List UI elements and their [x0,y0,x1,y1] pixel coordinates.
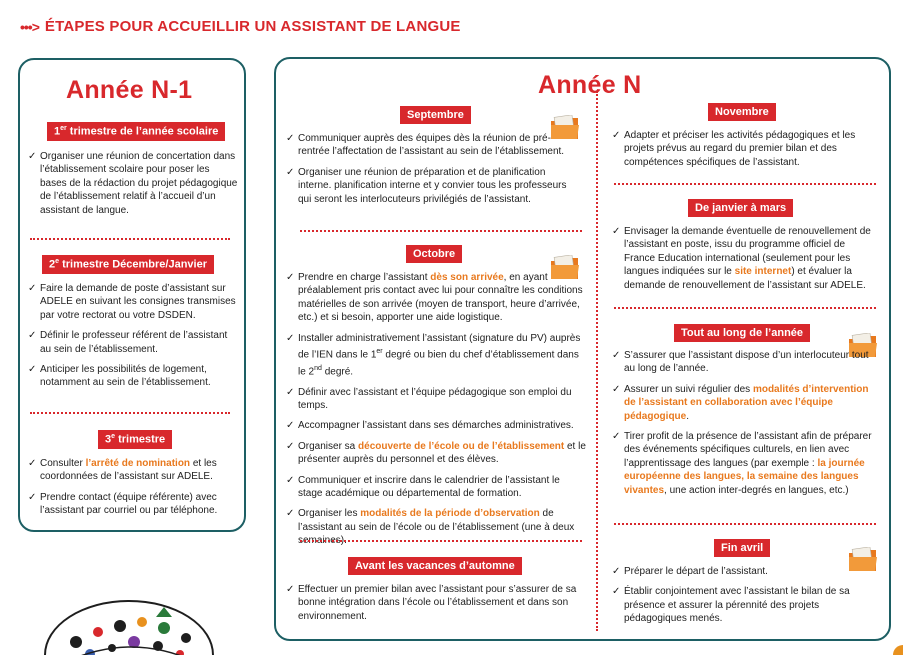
list-item [612,225,874,292]
list-item: ✓ Accompagner l’assistant dans ses démarches administratives. [286,419,586,432]
section-divider [614,183,876,185]
item-text: Organiser les [298,508,361,520]
languages-day-link[interactable]: la journée européenne des langues, la semaine des langues vivantes [624,457,865,496]
item-text: ) et évaluer la demande de renouvellement de l’assistant sur ADELE. [624,266,866,291]
page-corner-dot [893,645,903,655]
section-divider [614,523,876,525]
list-item: ✓ Définir le professeur référent de l’assistant au sein de l’établissement. [28,329,238,356]
list-item [286,271,586,325]
section-divider [30,412,230,414]
arrival-link[interactable]: dès son arrivée [430,272,504,283]
badge-sup: e [55,258,60,265]
badge-sup: er [60,125,67,132]
third-term-badge [98,430,172,449]
badge-text: trimestre Décembre/Janvier [59,258,207,271]
observation-link[interactable]: modalités de la période d’observation [360,508,540,520]
list-item: ✓ S’assurer que l’assistant dispose d’un interlocuteur tout au long de l’année. [612,349,874,376]
september-list [286,132,578,213]
item-text: Envisager la demande éventuelle de renouvellement de l’assistant en poste, issu du programme officiel de France Education international (seulement pour les langues indiquées sur le [624,226,871,278]
intervention-link[interactable]: modalités d’intervention de l’assistant en collaboration avec l’équipe pédagogique [624,383,869,422]
item-text: Installer administrativement l’assistant (signature du PV) auprès de l’IEN dans le 1 [298,332,581,361]
september-badge: Septembre [400,106,471,124]
list-item: ✓ Faire la demande de poste d’assistant sur ADELE en suivant les consignes transmises par votre rectorat ou votre DSDEN. [28,282,238,322]
year-n-title: Année N [538,71,642,99]
item-text: Prendre en charge l’assistant [298,272,431,283]
item-text: degré. [321,366,354,378]
item-text: et les coordonnées de l’assistant sur ADELE. [40,458,217,483]
third-term-list [28,457,238,525]
nomination-link[interactable]: l’arrêté de nomination [85,458,191,469]
item-text: , en ayant préalablement pris contact avec lui pour connaître les conditions matérielles de son arrivée (moyen de transport, heure d’arrivée, etc.) et si besoin, apporter une aide logistique. [298,272,583,324]
jan-march-list [612,225,874,299]
end-april-list [612,565,874,633]
list-item: ✓ Prendre contact (équipe référente) avec l’assistant par courriel ou par téléphone. [28,491,238,518]
list-item: ✓ Communiquer auprès des équipes dès la réunion de pré-rentrée l’affectation de l’assistant au sein de l’établissement. [286,132,578,159]
year-n-minus-1-title: Année N-1 [66,76,193,104]
list-item [612,383,874,423]
badge-text: trimestre de l’année scolaire [66,125,219,138]
item-text: et le présenter auprès du personnel et des élèves. [298,440,586,466]
item-text: degré ou bien du chef d’établissement dans le 2 [298,349,579,378]
column-divider [596,91,598,631]
all-year-badge: Tout au long de l’année [674,324,810,342]
item-text: Assurer un suivi régulier des [624,383,753,395]
website-link[interactable]: site internet [734,266,792,278]
item-text: Tirer profit de la présence de l’assistant afin de préparer des événements spécifiques culturels, en lien avec l’apprentissage des langues (par exemple : [624,431,872,469]
badge-ordinal: 1 [54,125,61,138]
list-item: ✓ Anticiper les possibilités de logement, notamment au sein de l’établissement. [28,363,238,390]
first-term-list [28,150,238,224]
list-item [28,457,238,484]
list-item: ✓ Effectuer un premier bilan avec l’assistant pour s’assurer de sa bonne intégration dans l’école ou l’établissement et dans son environnement. [286,583,582,623]
item-text: Consulter [40,458,86,469]
item-text: Organiser sa [298,440,359,452]
section-divider [300,230,582,232]
list-item: ✓ Communiquer et inscrire dans le calendrier de l’assistant le stage académique ou départemental de formation. [286,474,586,501]
jan-march-badge: De janvier à mars [688,199,793,217]
list-item [286,332,586,379]
item-text: , une action inter-degrés en langues, etc.) [664,484,849,496]
badge-ordinal: 3 [105,433,112,446]
badge-ordinal: 2 [49,258,56,271]
item-text: de l’assistant au sein de l’école ou de l’établissement (une à deux semaines). [298,508,575,547]
first-term-badge [47,122,225,141]
badge-sup: e [111,433,116,440]
list-item: ✓ Préparer le départ de l’assistant. [612,565,874,578]
superscript: er [376,348,383,356]
list-item [286,440,586,467]
autumn-badge: Avant les vacances d’automne [348,557,522,575]
globe-illustration [44,600,214,655]
autumn-list [286,583,582,630]
page-title: ÉTAPES POUR ACCUEILLIR UN ASSISTANT DE LANGUE [44,18,461,35]
list-item: ✓ Établir conjointement avec l’assistant le bilan de sa présence et assurer la pérennité des projets pédagogiques menés. [612,585,874,625]
globe-people-icon [46,602,214,655]
year-n-minus-1-panel [18,58,246,532]
item-text: . [686,410,690,422]
november-list [612,129,874,176]
page-heading [20,18,461,35]
all-year-list [612,349,874,504]
section-divider [300,540,582,542]
list-item: ✓ Organiser une réunion de préparation et de planification interne. planification interne et y convier tous les professeurs qui seront les interlocuteurs privilégiés de l’assistant. [286,166,578,206]
november-badge: Novembre [708,103,776,121]
year-n-panel [274,57,891,641]
end-april-badge: Fin avril [714,539,770,557]
section-divider [30,238,230,240]
superscript: nd [314,364,322,372]
section-divider [614,307,876,309]
list-item [612,430,874,497]
arrow-dots-icon: •••> [20,18,39,35]
list-item: ✓ Définir avec l’assistant et l’équipe pédagogique son emploi du temps. [286,386,586,413]
second-term-badge [42,255,214,274]
list-item: ✓ Organiser une réunion de concertation dans l’établissement scolaire pour poser les bases de la rédaction du projet pédagogique de l’établissement relatif à l’accueil d’un assistant de langue. [28,150,238,217]
october-list [286,271,586,555]
badge-text: trimestre [115,433,166,446]
list-item: ✓ Adapter et préciser les activités pédagogiques et les projets prévus au regard du premier bilan et des compétences spécifiques de l’assistant. [612,129,874,169]
discovery-link[interactable]: découverte de l’école ou de l’établissement [358,440,565,452]
second-term-list [28,282,238,397]
october-badge: Octobre [406,245,462,263]
